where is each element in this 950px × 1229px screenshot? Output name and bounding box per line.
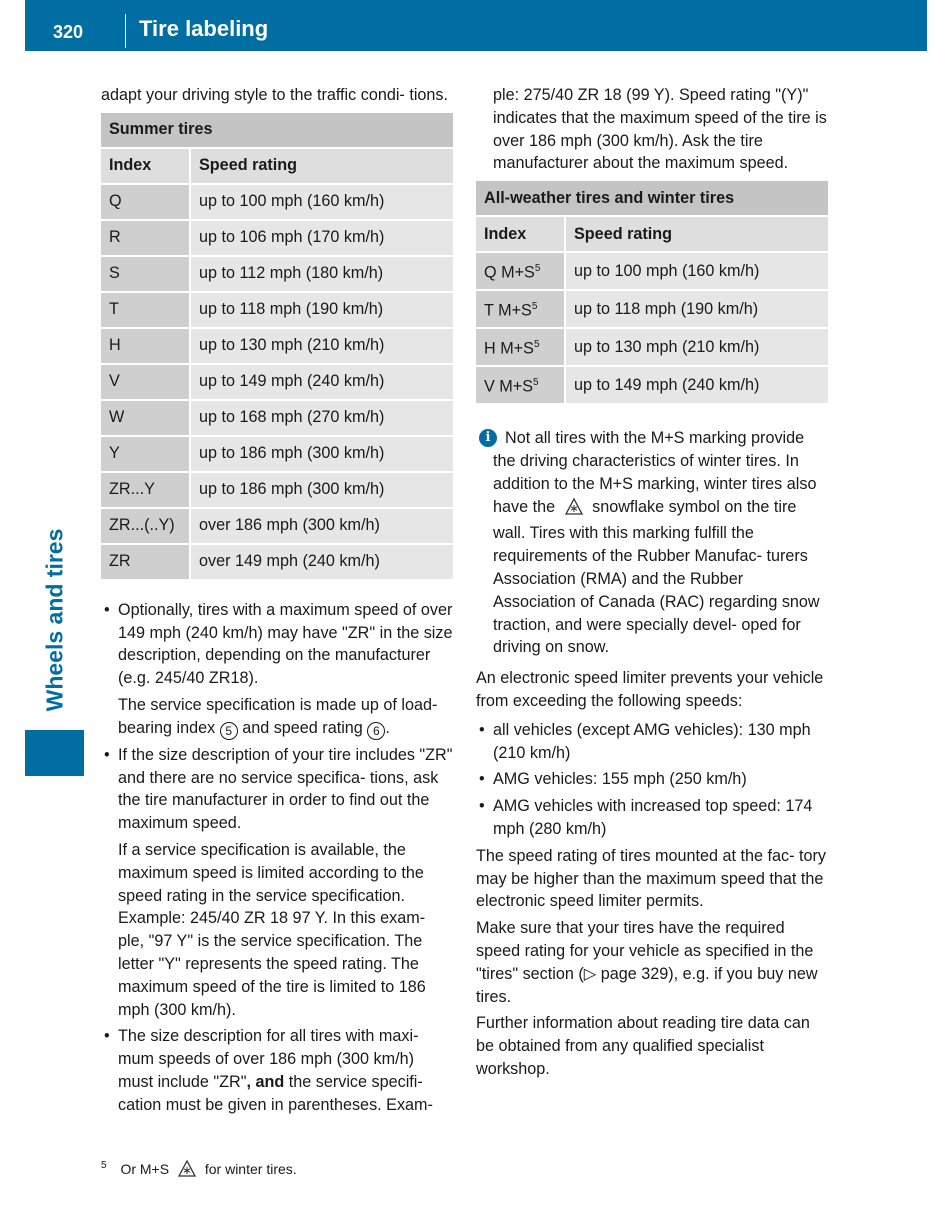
list-item: • AMG vehicles: 155 mph (250 km/h) bbox=[479, 770, 747, 789]
paragraph: Make sure that your tires have the required speed rating for your vehicle as specified in the "tires" section (▷ page 329), e.g. if you buy new tires. bbox=[476, 919, 818, 1006]
index-label: H M+S bbox=[484, 339, 534, 358]
speed-cell: up to 118 mph (190 km/h) bbox=[565, 290, 828, 328]
list-item: • Optionally, tires with a maximum speed of over 149 mph (240 km/h) may have "ZR" in the size description, depending on the manufacturer (e.g. 245/40 ZR18). The service specification is made up of load-bearing index 5 and speed rating 6 . bbox=[104, 600, 453, 738]
speed-cell: up to 118 mph (190 km/h) bbox=[190, 292, 453, 328]
intro-text: adapt your driving style to the traffic condi- tions. bbox=[101, 86, 449, 104]
speed-cell: over 186 mph (300 km/h) bbox=[190, 508, 453, 544]
table-row bbox=[101, 328, 453, 364]
list-item: • all vehicles (except AMG vehicles): 130 mph (210 km/h) bbox=[479, 720, 811, 762]
footnote-ref: 5 bbox=[533, 339, 540, 351]
footnote-mark: 5 bbox=[101, 1160, 107, 1172]
left-column bbox=[101, 84, 453, 1117]
table-row bbox=[476, 290, 828, 328]
bullet-continuation bbox=[118, 694, 453, 740]
speed-cell: up to 112 mph (180 km/h) bbox=[190, 256, 453, 292]
index-cell bbox=[476, 328, 565, 366]
snowflake-mountain-icon bbox=[564, 496, 584, 523]
header-divider bbox=[125, 14, 126, 48]
speed-cell: up to 106 mph (170 km/h) bbox=[190, 220, 453, 256]
speed-limits-list bbox=[476, 719, 828, 841]
left-bullet-list bbox=[101, 599, 453, 1117]
side-tab-block bbox=[25, 730, 84, 776]
footnote-ref: 5 bbox=[533, 377, 539, 389]
header-bar bbox=[25, 0, 927, 51]
table-row bbox=[101, 292, 453, 328]
limiter-intro: An electronic speed limiter prevents your vehicle from exceeding the following speeds: bbox=[476, 669, 824, 710]
bullet-text: The service specification is made up of load-bearing index bbox=[118, 695, 438, 737]
index-cell bbox=[476, 252, 565, 290]
column-header-index: Index bbox=[476, 216, 565, 252]
index-cell: ZR bbox=[101, 544, 190, 580]
winter-tires-table bbox=[476, 181, 828, 405]
table-row bbox=[101, 508, 453, 544]
callout-number: 6 bbox=[367, 722, 385, 740]
index-label: Q M+S bbox=[484, 263, 535, 282]
table-row bbox=[101, 364, 453, 400]
speed-cell: up to 100 mph (160 km/h) bbox=[190, 184, 453, 220]
table-row bbox=[101, 184, 453, 220]
list-item: • The size description for all tires with maxi- mum speeds of over 186 mph (300 km/h) must include "ZR", and the service specifi- cation must be given in parentheses. Exam- bbox=[104, 1027, 433, 1114]
column-header-index: Index bbox=[101, 148, 190, 184]
page-title: Tire labeling bbox=[139, 16, 269, 41]
index-cell: W bbox=[101, 400, 190, 436]
table-row bbox=[101, 436, 453, 472]
side-tab-label: Wheels and tires bbox=[41, 528, 68, 712]
index-cell: ZR...Y bbox=[101, 472, 190, 508]
page-number: 320 bbox=[53, 22, 84, 42]
bullet-text: the service specifi- cation must be given in parentheses. Exam- bbox=[118, 1072, 433, 1114]
table-title: Summer tires bbox=[101, 113, 453, 148]
index-cell: S bbox=[101, 256, 190, 292]
index-cell bbox=[476, 366, 565, 404]
speed-cell: up to 130 mph (210 km/h) bbox=[190, 328, 453, 364]
summer-tires-table bbox=[101, 113, 453, 581]
list-item-text: AMG vehicles: 155 mph (250 km/h) bbox=[493, 770, 747, 789]
speed-cell: up to 186 mph (300 km/h) bbox=[190, 472, 453, 508]
bullet-text: and speed rating bbox=[242, 718, 363, 737]
speed-cell: up to 186 mph (300 km/h) bbox=[190, 436, 453, 472]
table-row bbox=[101, 472, 453, 508]
table-row bbox=[101, 220, 453, 256]
list-item-text: AMG vehicles with increased top speed: 174 mph (280 km/h) bbox=[493, 797, 813, 838]
speed-cell: up to 149 mph (240 km/h) bbox=[190, 364, 453, 400]
bullet-text: Optionally, tires with a maximum speed of over 149 mph (240 km/h) may have "ZR" in the size description, depending on the manufacturer (e.g. 245/40 ZR18). bbox=[118, 600, 453, 688]
speed-cell: over 149 mph (240 km/h) bbox=[190, 544, 453, 580]
index-cell: Q bbox=[101, 184, 190, 220]
column-header-speed: Speed rating bbox=[565, 216, 828, 252]
callout-number: 5 bbox=[220, 722, 238, 740]
speed-cell: up to 168 mph (270 km/h) bbox=[190, 400, 453, 436]
speed-cell: up to 130 mph (210 km/h) bbox=[565, 328, 828, 366]
index-label: T M+S bbox=[484, 301, 532, 320]
list-item: • AMG vehicles with increased top speed: 174 mph (280 km/h) bbox=[479, 797, 813, 838]
speed-cell: up to 149 mph (240 km/h) bbox=[565, 366, 828, 404]
footnote-text: for winter tires. bbox=[204, 1161, 297, 1177]
table-row bbox=[476, 252, 828, 290]
index-cell: H bbox=[101, 328, 190, 364]
index-cell: R bbox=[101, 220, 190, 256]
bullet-text: . bbox=[385, 718, 390, 737]
info-note bbox=[476, 427, 828, 659]
index-cell: ZR...(..Y) bbox=[101, 508, 190, 544]
table-row bbox=[476, 328, 828, 366]
right-column bbox=[476, 84, 828, 1081]
table-row bbox=[101, 256, 453, 292]
table-row bbox=[101, 544, 453, 580]
list-item-text: all vehicles (except AMG vehicles): 130 mph (210 km/h) bbox=[493, 720, 811, 762]
paragraph: The speed rating of tires mounted at the fac- tory may be higher than the maximum speed that the electronic speed limiter permits. bbox=[476, 846, 827, 911]
footnote-ref: 5 bbox=[531, 301, 538, 313]
index-cell: Y bbox=[101, 436, 190, 472]
paragraph: Further information about reading tire data can be obtained from any qualified specialist workshop. bbox=[476, 1014, 810, 1078]
snowflake-mountain-icon bbox=[177, 1158, 197, 1181]
bullet-continuation: If a service specification is available, the maximum speed is limited according to the speed rating in the service specification. Example: 245/40 ZR 18 97 Y. In this exam- ple, "97 Y" is the service specification. The letter "Y" represents the speed rating. The maximum speed of the tire is limited to 186 mph (300 km/h). bbox=[118, 840, 426, 1019]
index-cell: V bbox=[101, 364, 190, 400]
column-header-speed: Speed rating bbox=[190, 148, 453, 184]
footnote-text: Or M+S bbox=[120, 1161, 170, 1177]
info-text: snowflake symbol on the tire wall. Tires with this marking fulfill the requirements of the Rubber Manufac- turers Association (RMA) and the Rubber Association of Canada (RAC) regarding snow traction, and were specially devel- oped for driving on snow. bbox=[493, 497, 820, 657]
table-row bbox=[476, 366, 828, 404]
speed-cell: up to 100 mph (160 km/h) bbox=[565, 252, 828, 290]
table-row bbox=[101, 400, 453, 436]
index-label: V M+S bbox=[484, 377, 534, 396]
footnote-ref: 5 bbox=[534, 263, 541, 275]
index-cell bbox=[476, 290, 565, 328]
continued-text: ple: 275/40 ZR 18 (99 Y). Speed rating "(Y)" indicates that the maximum speed of the tire is over 186 mph (300 km/h). Ask the tire manufacturer about the maximum speed. bbox=[493, 86, 827, 173]
list-item: • If the size description of your tire includes "ZR" and there are no service specifica- tions, ask the tire manufacturer in order to find out the maximum speed. If a service specification is available, the maximum speed is limited according to the speed rating in the service specification. Example: 245/40 ZR 18 97 Y. In this exam- ple, "97 Y" is the service specification. The letter "Y" represents the speed rating. The maximum speed of the tire is limited to 186 mph (300 km/h). bbox=[101, 744, 453, 1022]
footnote bbox=[101, 1158, 297, 1181]
table-title: All-weather tires and winter tires bbox=[476, 181, 828, 216]
bullet-text: If the size description of your tire includes "ZR" and there are no service specifica- tions, ask the tire manufacturer in order to find out the maximum speed. bbox=[118, 745, 453, 833]
bullet-text: The size description for all tires with maxi- mum speeds of over 186 mph (300 km/h) must include "ZR" bbox=[118, 1027, 419, 1091]
index-cell: T bbox=[101, 292, 190, 328]
bold-text: , and bbox=[246, 1072, 285, 1091]
info-icon: i bbox=[479, 429, 497, 447]
info-text: Not all tires with the M+S marking provide the driving characteristics of winter tires. In addition to the M+S marking, winter tires also have the bbox=[493, 429, 817, 516]
